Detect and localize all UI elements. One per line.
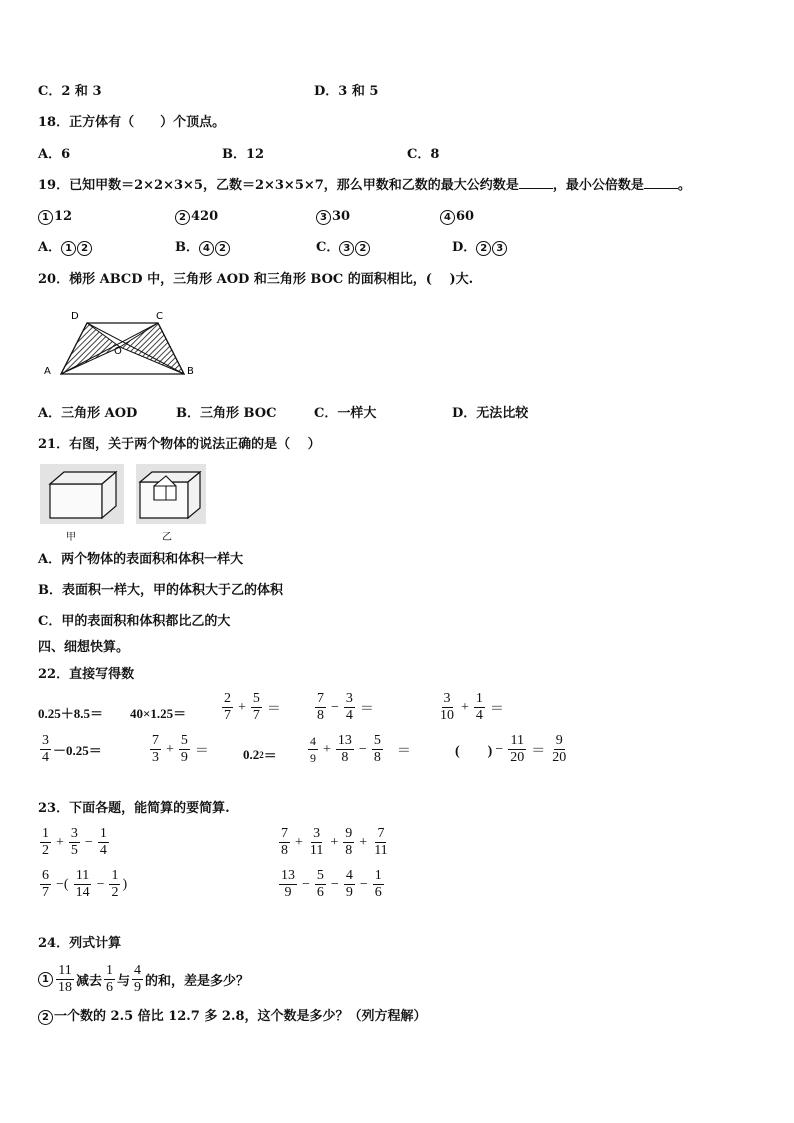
circled-number-icon: 3 xyxy=(316,210,331,225)
fraction: $\frac{3}{10}$ xyxy=(440,691,454,723)
fraction: $\frac{6}{7}$ xyxy=(42,868,49,900)
fraction: $\frac{3}{4}$ xyxy=(345,691,353,723)
fraction: $\frac{4}{9}$ xyxy=(134,963,142,995)
circled-number-icon: 2 xyxy=(175,210,190,225)
fraction: $\frac{5}{6}$ xyxy=(316,868,324,900)
q18-option-a: A．6 xyxy=(38,147,71,162)
expr-missing-term: ( ) − $\frac{11}{20}$ ＝ $\frac{9}{20}$ xyxy=(455,733,567,765)
figure-label-jia: 甲 xyxy=(66,532,76,543)
notched-cuboid-figure xyxy=(136,464,206,544)
expr-decimal-add: 0.25＋8.5＝ xyxy=(38,706,104,721)
fraction: $\frac{3}{5}$ xyxy=(70,826,78,858)
fraction: $\frac{3}{4}$ xyxy=(42,733,49,765)
fraction: $\frac{4}{9}$ xyxy=(345,868,353,900)
q23-stem: 23．下面各题，能简算的要简算. xyxy=(38,801,230,816)
q19-stem-part1: 19．已知甲数＝2×2×3×5，乙数＝2×3×5×7，那么甲数和乙数的最大公约数是 xyxy=(38,178,519,193)
q19-option-d xyxy=(452,240,508,256)
expr-decimal-multiply: 40×1.25＝ xyxy=(130,706,187,721)
q19-item-text: 30 xyxy=(332,209,351,224)
triangle-boc xyxy=(120,323,184,374)
q19-item-text: 12 xyxy=(54,209,73,224)
circled-number-icon: 2 xyxy=(38,1010,53,1025)
q20-stem: 20．梯形 ABCD 中，三角形 AOD 和三角形 BOC 的面积相比，( )大. xyxy=(38,272,474,287)
circled-number-icon: 3 xyxy=(492,241,507,256)
fraction: $\frac{13}{9}$ xyxy=(281,868,295,900)
expr-fraction-mixed-ops: $\frac{4}{9}$ + $\frac{13}{8}$ − $\frac{5}{8}$ ＝ xyxy=(310,733,411,765)
circled-number-icon: 1 xyxy=(61,241,76,256)
figure-label-yi: 乙 xyxy=(162,532,172,543)
option-letter: D． xyxy=(452,240,477,255)
vertex-label-c: C xyxy=(156,311,163,322)
vertex-label-d: D xyxy=(71,311,79,322)
q19-item-text: 60 xyxy=(456,209,475,224)
q21-option-b: B．表面积一样大，甲的体积大于乙的体积 xyxy=(38,583,283,598)
q19-option-b xyxy=(175,240,231,256)
fraction: $\frac{5}{8}$ xyxy=(373,733,381,765)
q24-stem: 24．列式计算 xyxy=(38,936,122,951)
expr-square: 0.2 2 ＝ xyxy=(243,746,277,763)
circled-number-icon: 4 xyxy=(199,241,214,256)
q20-option-c: C．一样大 xyxy=(314,406,377,421)
circled-number-icon: 1 xyxy=(38,210,53,225)
answer-blank-paren[interactable]: ( ) xyxy=(455,743,493,759)
expr-simplify-c: $\frac{6}{7}$ −( $\frac{11}{14}$ − $\frac{1}{2}$ ) xyxy=(42,868,128,900)
q19-item-text: 420 xyxy=(191,209,219,224)
fraction: $\frac{9}{20}$ xyxy=(552,733,567,765)
expr-fraction-sum-sevenths: $\frac{2}{7}$ + $\frac{5}{7}$ ＝ xyxy=(224,691,281,723)
q19-stem xyxy=(38,178,691,194)
fraction: $\frac{1}{2}$ xyxy=(42,826,49,858)
q18-option-c: C．8 xyxy=(407,147,440,162)
circled-number-icon: 3 xyxy=(339,241,354,256)
q19-stem-part3: 。 xyxy=(677,178,691,193)
fraction: $\frac{11}{20}$ xyxy=(510,733,525,765)
fraction: $\frac{13}{8}$ xyxy=(337,733,352,765)
answer-blank-lcm[interactable] xyxy=(644,188,678,189)
fraction: $\frac{1}{4}$ xyxy=(475,691,483,723)
q19-option-a xyxy=(38,240,93,256)
fraction: $\frac{1}{6}$ xyxy=(374,868,382,900)
fraction: $\frac{3}{11}$ xyxy=(309,826,324,858)
q17-option-c: C．2 和 3 xyxy=(38,84,102,99)
triangle-aod xyxy=(61,323,120,374)
fraction: $\frac{1}{4}$ xyxy=(99,826,107,858)
q20-option-a: A．三角形 AOD xyxy=(38,406,138,421)
q19-item-3 xyxy=(316,209,350,225)
option-letter: B． xyxy=(175,240,199,255)
section-heading: 四、细想快算。 xyxy=(38,640,130,655)
q19-stem-part2: ，最小公倍数是 xyxy=(552,178,644,193)
q19-item-2 xyxy=(175,209,218,225)
circled-number-icon: 4 xyxy=(440,210,455,225)
expr-fraction-difference: $\frac{7}{8}$ − $\frac{3}{4}$ ＝ xyxy=(317,691,374,723)
fraction: $\frac{7}{11}$ xyxy=(374,826,388,858)
q18-option-b: B．12 xyxy=(222,147,265,162)
q19-option-c xyxy=(316,240,371,256)
fraction: $\frac{1}{2}$ xyxy=(111,868,119,900)
circled-number-icon: 2 xyxy=(215,241,230,256)
fraction: $\frac{5}{7}$ xyxy=(252,691,260,723)
fraction: $\frac{9}{8}$ xyxy=(345,826,353,858)
solid-cuboid-figure xyxy=(40,464,124,544)
fraction: $\frac{7}{3}$ xyxy=(152,733,159,765)
q21-option-c: C．甲的表面积和体积都比乙的大 xyxy=(38,614,231,629)
fraction: $\frac{4}{9}$ xyxy=(310,734,316,765)
vertex-label-o: O xyxy=(114,346,122,357)
fraction: $\frac{7}{8}$ xyxy=(281,826,288,858)
fraction: $\frac{2}{7}$ xyxy=(224,691,231,723)
expr-simplify-b: $\frac{7}{8}$ + $\frac{3}{11}$ + $\frac{9}{8}$ + $\frac{7}{11}$ xyxy=(281,826,388,858)
q21-stem: 21．右图，关于两个物体的说法正确的是（ ） xyxy=(38,437,321,452)
trapezoid-diagram xyxy=(38,302,208,382)
answer-blank-gcd[interactable] xyxy=(519,188,553,189)
fraction: $\frac{11}{18}$ xyxy=(58,963,72,995)
option-letter: C． xyxy=(316,240,340,255)
q17-option-d: D．3 和 5 xyxy=(314,84,379,99)
q24-problem-1: 1 $\frac{11}{18}$ 减去 $\frac{1}{6}$ 与 $\frac{4}{9}$ 的和，差是多少？ xyxy=(38,963,249,996)
expr-simplify-a: $\frac{1}{2}$ + $\frac{3}{5}$ − $\frac{1}{4}$ xyxy=(42,826,107,858)
vertex-label-b: B xyxy=(187,366,194,377)
vertex-label-a: A xyxy=(44,366,51,377)
q18-stem: 18．正方体有（ ）个顶点。 xyxy=(38,115,226,130)
expr-fraction-sum-tenths: $\frac{3}{10}$ + $\frac{1}{4}$ ＝ xyxy=(440,691,504,723)
circled-number-icon: 2 xyxy=(476,241,491,256)
fraction: $\frac{11}{14}$ xyxy=(75,868,90,900)
q19-item-1 xyxy=(38,209,72,225)
q24-problem-2-text: 一个数的 2.5 倍比 12.7 多 2.8，这个数是多少？（列方程解） xyxy=(54,1009,427,1024)
expr-simplify-d: $\frac{13}{9}$ − $\frac{5}{6}$ − $\frac{4}{9}$ − $\frac{1}{6}$ xyxy=(281,868,382,900)
option-letter: A． xyxy=(38,240,62,255)
expr-fraction-sum-mixed: $\frac{7}{3}$ + $\frac{5}{9}$ ＝ xyxy=(152,733,209,765)
expr-fraction-minus-decimal: $\frac{3}{4}$ －0.25＝ xyxy=(42,733,102,765)
q20-option-d: D．无法比较 xyxy=(452,406,529,421)
q19-item-4 xyxy=(440,209,474,225)
q24-problem-2 xyxy=(38,1009,427,1025)
q21-option-a: A．两个物体的表面积和体积一样大 xyxy=(38,552,244,567)
fraction: $\frac{5}{9}$ xyxy=(180,733,188,765)
circled-number-icon: 1 xyxy=(38,972,53,987)
fraction: $\frac{1}{6}$ xyxy=(106,963,114,995)
circled-number-icon: 2 xyxy=(355,241,370,256)
circled-number-icon: 2 xyxy=(77,241,92,256)
q20-option-b: B．三角形 BOC xyxy=(176,406,277,421)
fraction: $\frac{7}{8}$ xyxy=(317,691,324,723)
q22-stem: 22．直接写得数 xyxy=(38,667,135,682)
